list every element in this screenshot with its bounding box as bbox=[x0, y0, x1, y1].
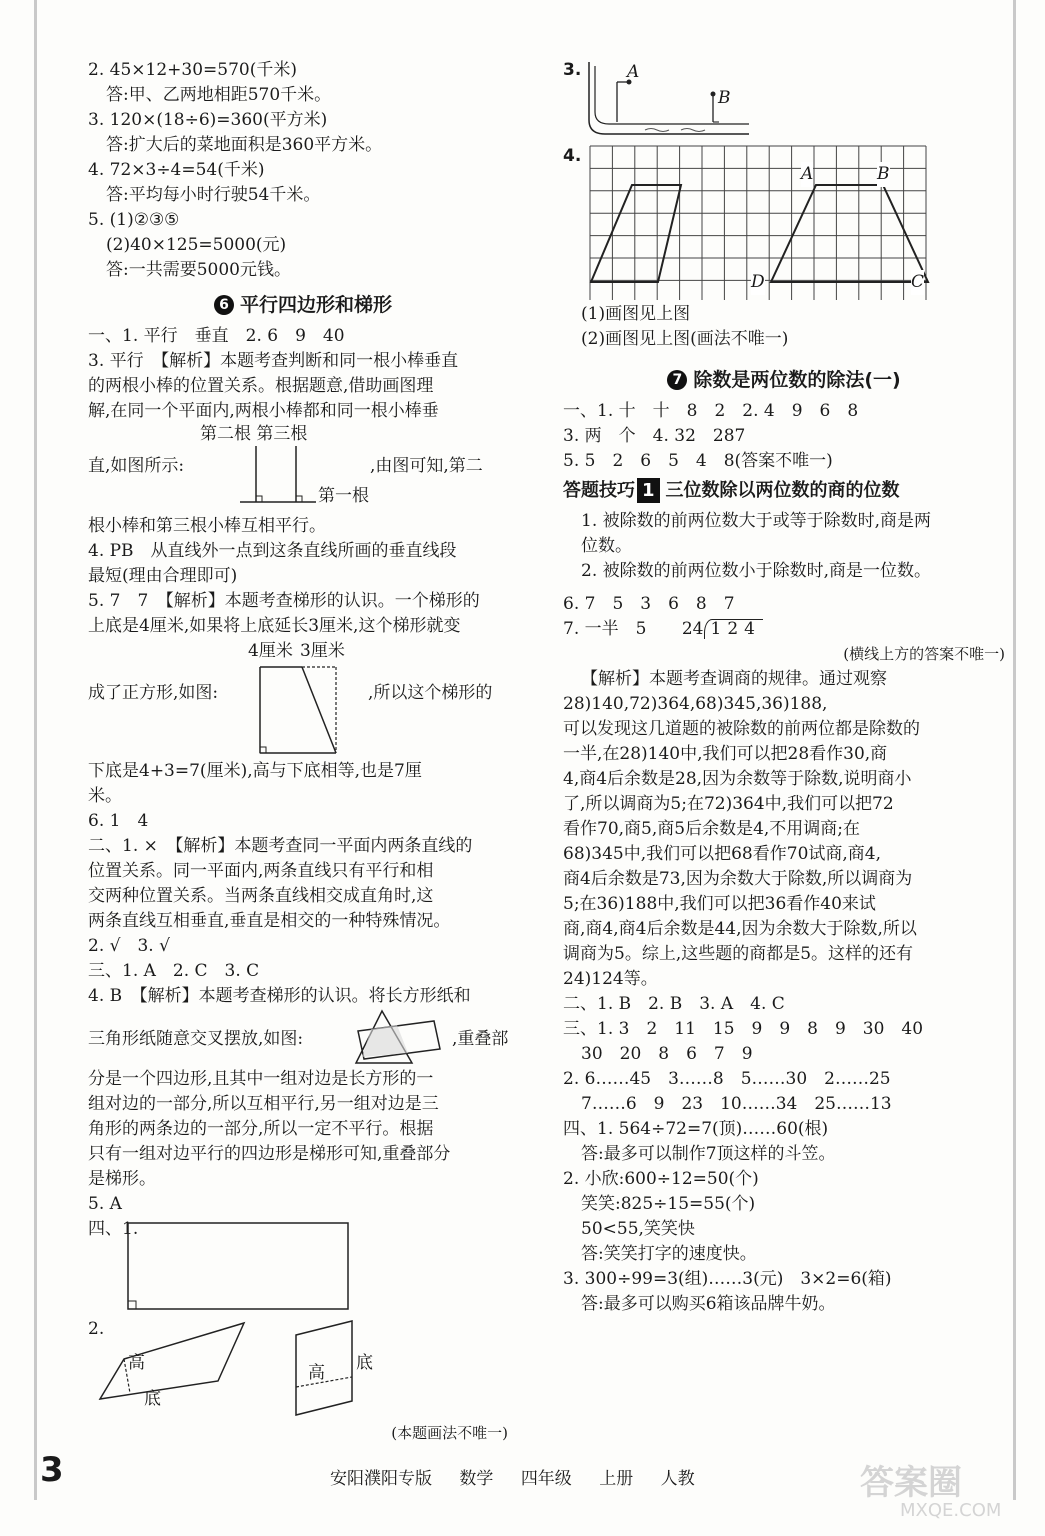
tip-line: 2. 被除数的前两位数小于除数时,商是一位数。 bbox=[581, 561, 932, 581]
parallelogram-diagram-1 bbox=[98, 1321, 268, 1417]
divisor: 24 bbox=[681, 619, 704, 639]
figure-caption-right: ,重叠部 bbox=[452, 1029, 509, 1049]
footer-publisher: 人教 bbox=[660, 1469, 695, 1489]
answer-line: 的两根小棒的位置关系。根据题意,借助画图理 bbox=[88, 376, 434, 396]
answer-line: 2. bbox=[88, 1319, 105, 1339]
answer-line: 7……6 9 23 10……34 25……13 bbox=[581, 1094, 892, 1114]
answer-line: 28)140,72)364,68)345,36)188, bbox=[563, 694, 828, 714]
answer-line: 3. 两 个 4. 32 287 bbox=[563, 426, 746, 446]
figure-overlap bbox=[88, 1009, 518, 1067]
footer-volume: 上册 bbox=[599, 1469, 634, 1489]
answer-line: 5. A bbox=[88, 1194, 122, 1214]
answer-line: 【解析】本题考查调商的规律。通过观察 bbox=[581, 669, 887, 689]
answer-line: 2. 6……45 3……8 5……30 2……25 bbox=[563, 1069, 891, 1089]
point-label-a: A bbox=[627, 62, 640, 82]
figure-caption-left: 直,如图所示: bbox=[88, 456, 185, 476]
answer-line: 3. 120×(18÷6)=360(平方米) bbox=[88, 110, 328, 130]
answer-line: 5. 5 2 6 5 4 8(答案不唯一) bbox=[563, 451, 833, 471]
figure-label: 4厘米 bbox=[248, 641, 293, 661]
answer-line: 交两种位置关系。当两条直线相交成直角时,这 bbox=[88, 886, 434, 906]
section-title-text: 平行四边形和梯形 bbox=[239, 294, 392, 316]
grid-point-d: D bbox=[751, 270, 765, 295]
figure-caption-left: 三角形纸随意交叉摆放,如图: bbox=[88, 1029, 304, 1049]
tip-title: 三位数除以两位数的商的位数 bbox=[665, 480, 900, 501]
figure-parallelograms bbox=[88, 1317, 518, 1421]
figure-rectangle bbox=[88, 1217, 518, 1317]
watermark-url: MXQE.COM bbox=[900, 1500, 1002, 1521]
answer-line: 5. 7 7 【解析】本题考查梯形的认识。一个梯形的 bbox=[88, 591, 480, 611]
figure-label: 底 bbox=[144, 1389, 161, 1409]
grid-point-a: A bbox=[801, 162, 813, 187]
answer-line: 可以发现这几道题的被除数的前两位都是除数的 bbox=[563, 719, 920, 739]
answer-line: 答:扩大后的菜地面积是360平方米。 bbox=[106, 135, 383, 155]
answer-text: 7. 一半 5 bbox=[563, 619, 647, 639]
answer-line: 5. (1)②③⑤ bbox=[88, 210, 180, 230]
answer-line: 4. B 【解析】本题考查梯形的认识。将长方形纸和 bbox=[88, 986, 471, 1006]
answer-line: 位置关系。同一平面内,两条直线只有平行和相 bbox=[88, 861, 434, 881]
answer-line: 一半,在28)140中,我们可以把28看作30,商 bbox=[563, 744, 888, 764]
answer-line: 分是一个四边形,且其中一组对边是长方形的一 bbox=[88, 1069, 434, 1089]
footer-grade: 四年级 bbox=[520, 1469, 572, 1489]
figure-label: 第二根 第三根 bbox=[200, 424, 308, 444]
figure-caption-right: ,由图可知,第二 bbox=[370, 456, 483, 476]
figure-label: 底 bbox=[356, 1353, 373, 1373]
tip-label: 答题技巧 bbox=[563, 480, 635, 501]
answer-line: 30 20 8 6 7 9 bbox=[581, 1044, 753, 1064]
grid-point-b: B bbox=[877, 162, 890, 187]
answer-line: (1)画图见上图 bbox=[581, 304, 691, 324]
grid-diagram bbox=[588, 144, 958, 300]
answer-line: 4,商4后余数是28,因为余数等于除数,说明商小 bbox=[563, 769, 912, 789]
left-column bbox=[88, 58, 518, 1446]
answer-line: 4. PB 从直线外一点到这条直线所画的垂直线段 bbox=[88, 541, 457, 561]
answer-line: 答:平均每小时行驶54千米。 bbox=[106, 185, 321, 205]
tip-line: 位数。 bbox=[581, 536, 632, 556]
section-7-title bbox=[563, 368, 1005, 393]
question-label: 4. bbox=[563, 146, 582, 166]
answer-line: 2. 小欣:600÷12=50(个) bbox=[563, 1169, 759, 1189]
answer-line: 一、1. 十 十 8 2 2. 4 9 6 8 bbox=[563, 401, 859, 421]
answer-line: 一、1. 平行 垂直 2. 6 9 40 bbox=[88, 326, 345, 346]
answer-line: 答:最多可以制作7顶这样的斗笠。 bbox=[581, 1144, 836, 1164]
answer-line-division bbox=[563, 617, 1005, 642]
note: (本题画法不唯一) bbox=[391, 1424, 508, 1442]
answer-line: 2. √ 3. √ bbox=[88, 936, 170, 956]
answer-line: 两条直线互相垂直,垂直是相交的一种特殊情况。 bbox=[88, 911, 451, 931]
figure-q3 bbox=[563, 58, 1005, 140]
right-column bbox=[563, 58, 1005, 1317]
answer-line: 4. 72×3÷4=54(千米) bbox=[88, 160, 265, 180]
question-label: 3. bbox=[563, 60, 582, 80]
dividend: 124 bbox=[704, 619, 763, 639]
point-label-b: B bbox=[718, 88, 731, 108]
answer-line: 角形的两条边的一部分,所以一定不平行。根据 bbox=[88, 1119, 434, 1139]
figure-label: 第一根 bbox=[318, 486, 369, 506]
figure-trapezoid bbox=[88, 639, 518, 759]
section-number-badge: 7 bbox=[667, 370, 687, 390]
overlap-diagram bbox=[350, 1009, 450, 1065]
answer-line: 5;在36)188中,我们可以把36看作40来试 bbox=[563, 894, 876, 914]
answer-line: 根小棒和第三根小棒互相平行。 bbox=[88, 516, 326, 536]
answer-line: 三、1. A 2. C 3. C bbox=[88, 961, 260, 981]
answer-line: (2)画图见上图(画法不唯一) bbox=[581, 329, 789, 349]
answer-line: (2)40×125=5000(元) bbox=[106, 235, 287, 255]
answer-line: 二、1. × 【解析】本题考查同一平面内两条直线的 bbox=[88, 836, 473, 856]
watermark-logo: 答案圈 bbox=[860, 1463, 962, 1503]
answer-line: 3. 平行 【解析】本题考查判断和同一根小棒垂直 bbox=[88, 351, 459, 371]
figure-label: 高 bbox=[308, 1363, 325, 1383]
footer-subject: 数学 bbox=[459, 1469, 494, 1489]
answer-line: 24)124等。 bbox=[563, 969, 658, 989]
answer-line: 答:一共需要5000元钱。 bbox=[106, 260, 291, 280]
answer-line: 68)345中,我们可以把68看作70试商,商4, bbox=[563, 844, 882, 864]
answer-line: 调商为5。综上,这些题的商都是5。这样的还有 bbox=[563, 944, 914, 964]
answer-line: 6. 7 5 3 6 8 7 bbox=[563, 594, 735, 614]
answer-line: 四、1. 564÷72=7(顶)……60(根) bbox=[563, 1119, 829, 1139]
note: (横线上方的答案不唯一) bbox=[843, 645, 1005, 663]
answer-line: 答:甲、乙两地相距570千米。 bbox=[106, 85, 332, 105]
answer-line: 下底是4+3=7(厘米),高与下底相等,也是7厘 bbox=[88, 761, 422, 781]
footer-info bbox=[330, 1464, 717, 1489]
figure-label: 高 bbox=[128, 1353, 145, 1373]
grid-point-c: C bbox=[911, 270, 924, 295]
answer-line: 三、1. 3 2 11 15 9 9 8 9 30 40 bbox=[563, 1019, 924, 1039]
answer-line: 商,商4,商4后余数是44,因为余数大于除数,所以 bbox=[563, 919, 917, 939]
answer-line: 6. 1 4 bbox=[88, 811, 149, 831]
answer-line: 二、1. B 2. B 3. A 4. C bbox=[563, 994, 785, 1014]
section-6-title bbox=[88, 293, 518, 318]
answer-line: 答:最多可以购买6箱该品牌牛奶。 bbox=[581, 1294, 836, 1314]
answer-line: 了,所以调商为5;在72)364中,我们可以把72 bbox=[563, 794, 894, 814]
answer-line: 答:笑笑打字的速度快。 bbox=[581, 1244, 757, 1264]
figure-caption-left: 成了正方形,如图: bbox=[88, 683, 219, 703]
figure-caption-right: ,所以这个梯形的 bbox=[368, 683, 493, 703]
answer-line: 3. 300÷99=3(组)……3(元) 3×2=6(箱) bbox=[563, 1269, 892, 1289]
answer-line: 商4后余数是73,因为余数大于除数,所以调商为 bbox=[563, 869, 913, 889]
answer-line: 是梯形。 bbox=[88, 1169, 156, 1189]
answer-line: 米。 bbox=[88, 786, 122, 806]
answer-line: 只有一组对边平行的四边形是梯形可知,重叠部分 bbox=[88, 1144, 451, 1164]
tip-heading bbox=[563, 478, 1005, 503]
answer-line: 组对边的一部分,所以互相平行,另一组对边是三 bbox=[88, 1094, 439, 1114]
section-title-text: 除数是两位数的除法(一) bbox=[693, 369, 901, 391]
figure-label: 3厘米 bbox=[300, 641, 345, 661]
answer-line: 笑笑:825÷15=55(个) bbox=[581, 1194, 756, 1214]
answer-line: 解,在同一个平面内,两根小棒都和同一根小棒垂 bbox=[88, 401, 439, 421]
figure-sticks bbox=[88, 424, 518, 514]
page-number: 3 bbox=[40, 1450, 64, 1490]
tip-line: 1. 被除数的前两位数大于或等于除数时,商是两 bbox=[581, 511, 932, 531]
section-number-badge: 6 bbox=[214, 295, 234, 315]
trapezoid-diagram bbox=[256, 661, 346, 757]
answer-line: 2. 45×12+30=570(千米) bbox=[88, 60, 297, 80]
figure-grid bbox=[563, 140, 1005, 302]
answer-line: 四、1. bbox=[88, 1219, 139, 1239]
rectangle-diagram bbox=[126, 1221, 351, 1313]
answer-line: 最短(理由合理即可) bbox=[88, 566, 238, 586]
answer-line: 看作70,商5,商5后余数是4,不用调商;在 bbox=[563, 819, 861, 839]
answer-line: 上底是4厘米,如果将上底延长3厘米,这个梯形就变 bbox=[88, 616, 461, 636]
tip-number: 1 bbox=[637, 478, 660, 503]
parallelogram-diagram-2 bbox=[294, 1319, 364, 1419]
footer-edition: 安阳濮阳专版 bbox=[330, 1469, 432, 1489]
answer-line: 50<55,笑笑快 bbox=[581, 1219, 695, 1239]
